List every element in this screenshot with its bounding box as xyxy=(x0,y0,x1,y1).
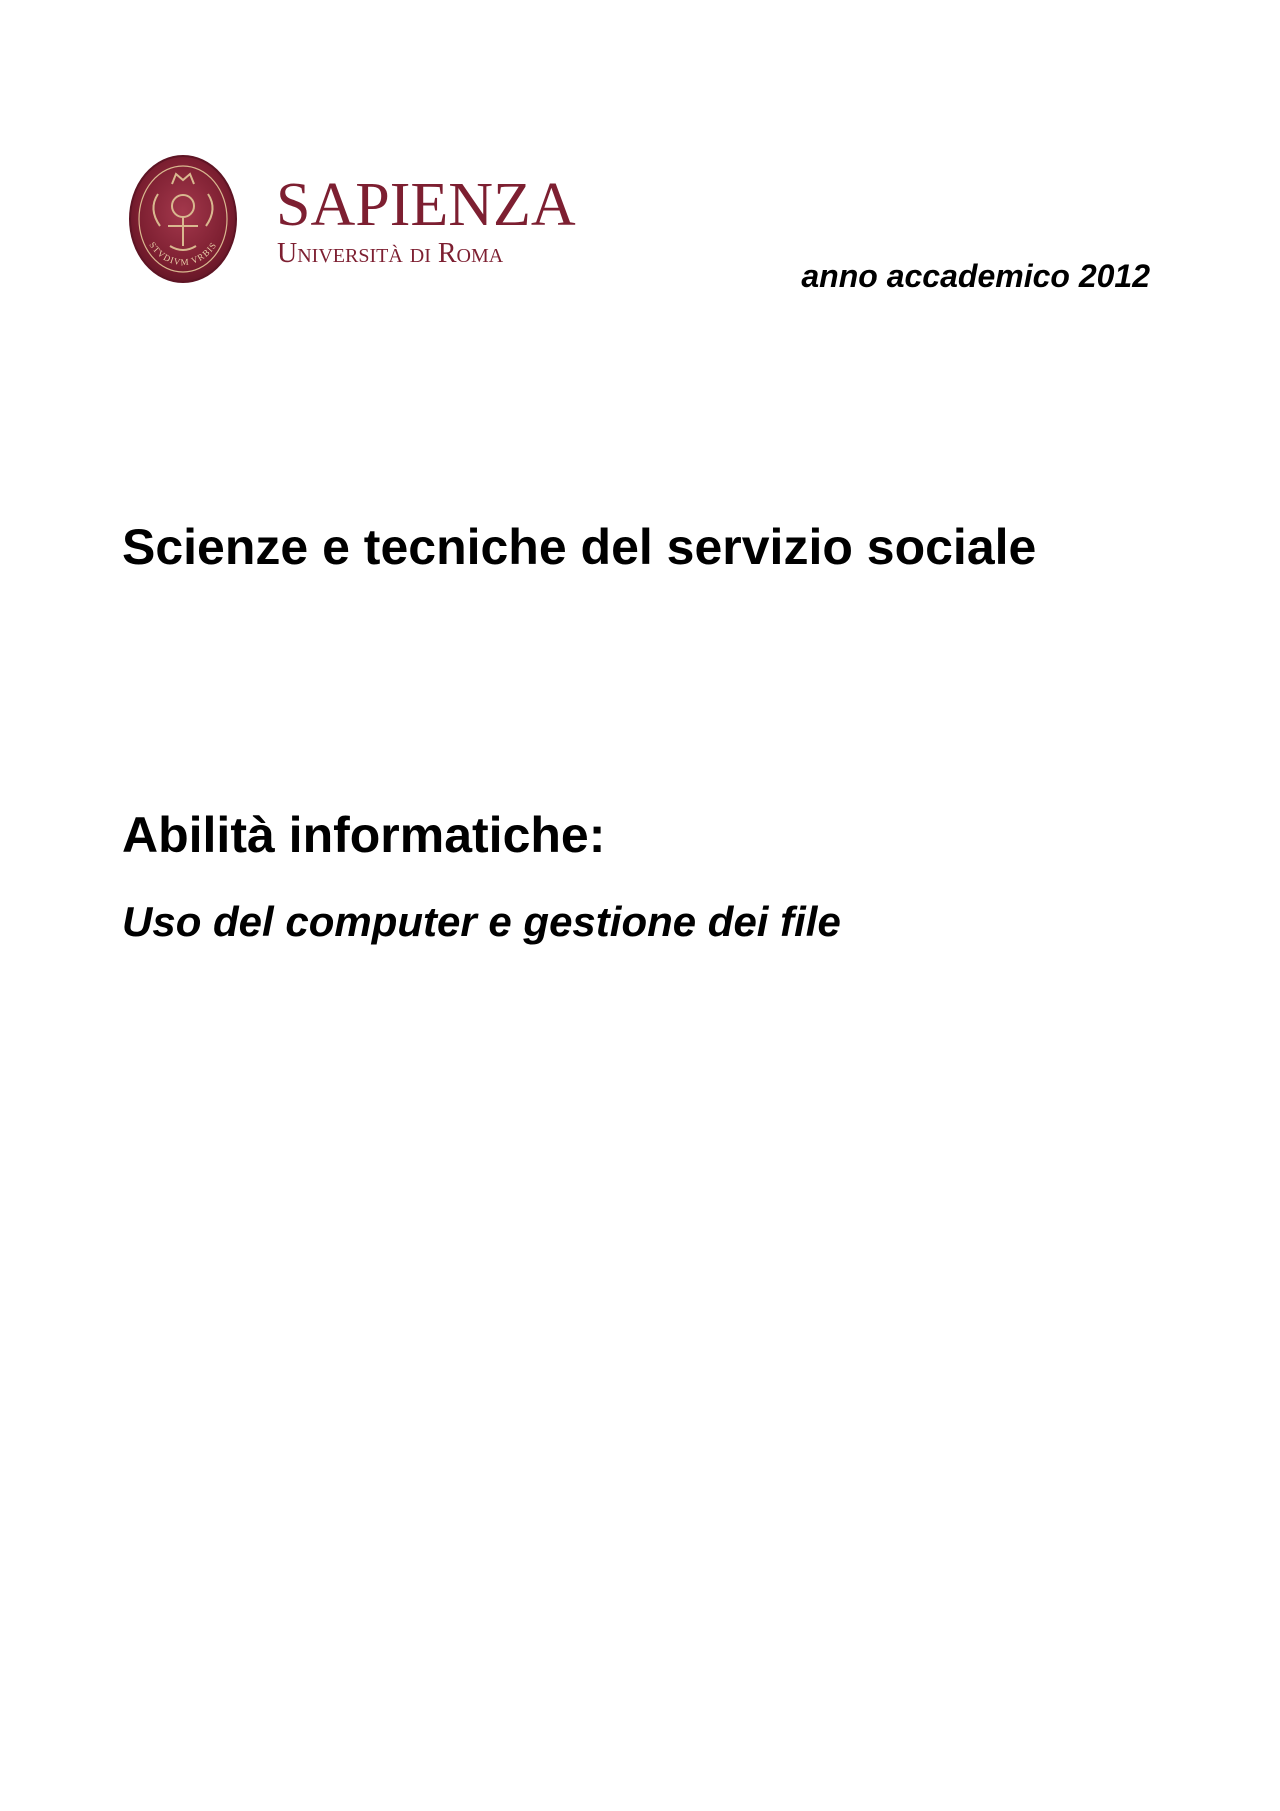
brand-subtitle: Università di Roma xyxy=(277,238,504,269)
subject-subtitle: Uso del computer e gestione dei file xyxy=(122,898,841,945)
university-seal-icon xyxy=(128,154,238,284)
subject-title: Abilità informatiche: xyxy=(122,807,606,863)
university-logo xyxy=(128,154,576,286)
seal-motto: STVDIVM VRBIS xyxy=(147,239,219,268)
brand-name: SAPIENZA xyxy=(276,171,576,239)
course-title: Scienze e tecniche del servizio sociale xyxy=(122,519,1037,575)
academic-year: anno accademico 2012 xyxy=(801,258,1150,294)
